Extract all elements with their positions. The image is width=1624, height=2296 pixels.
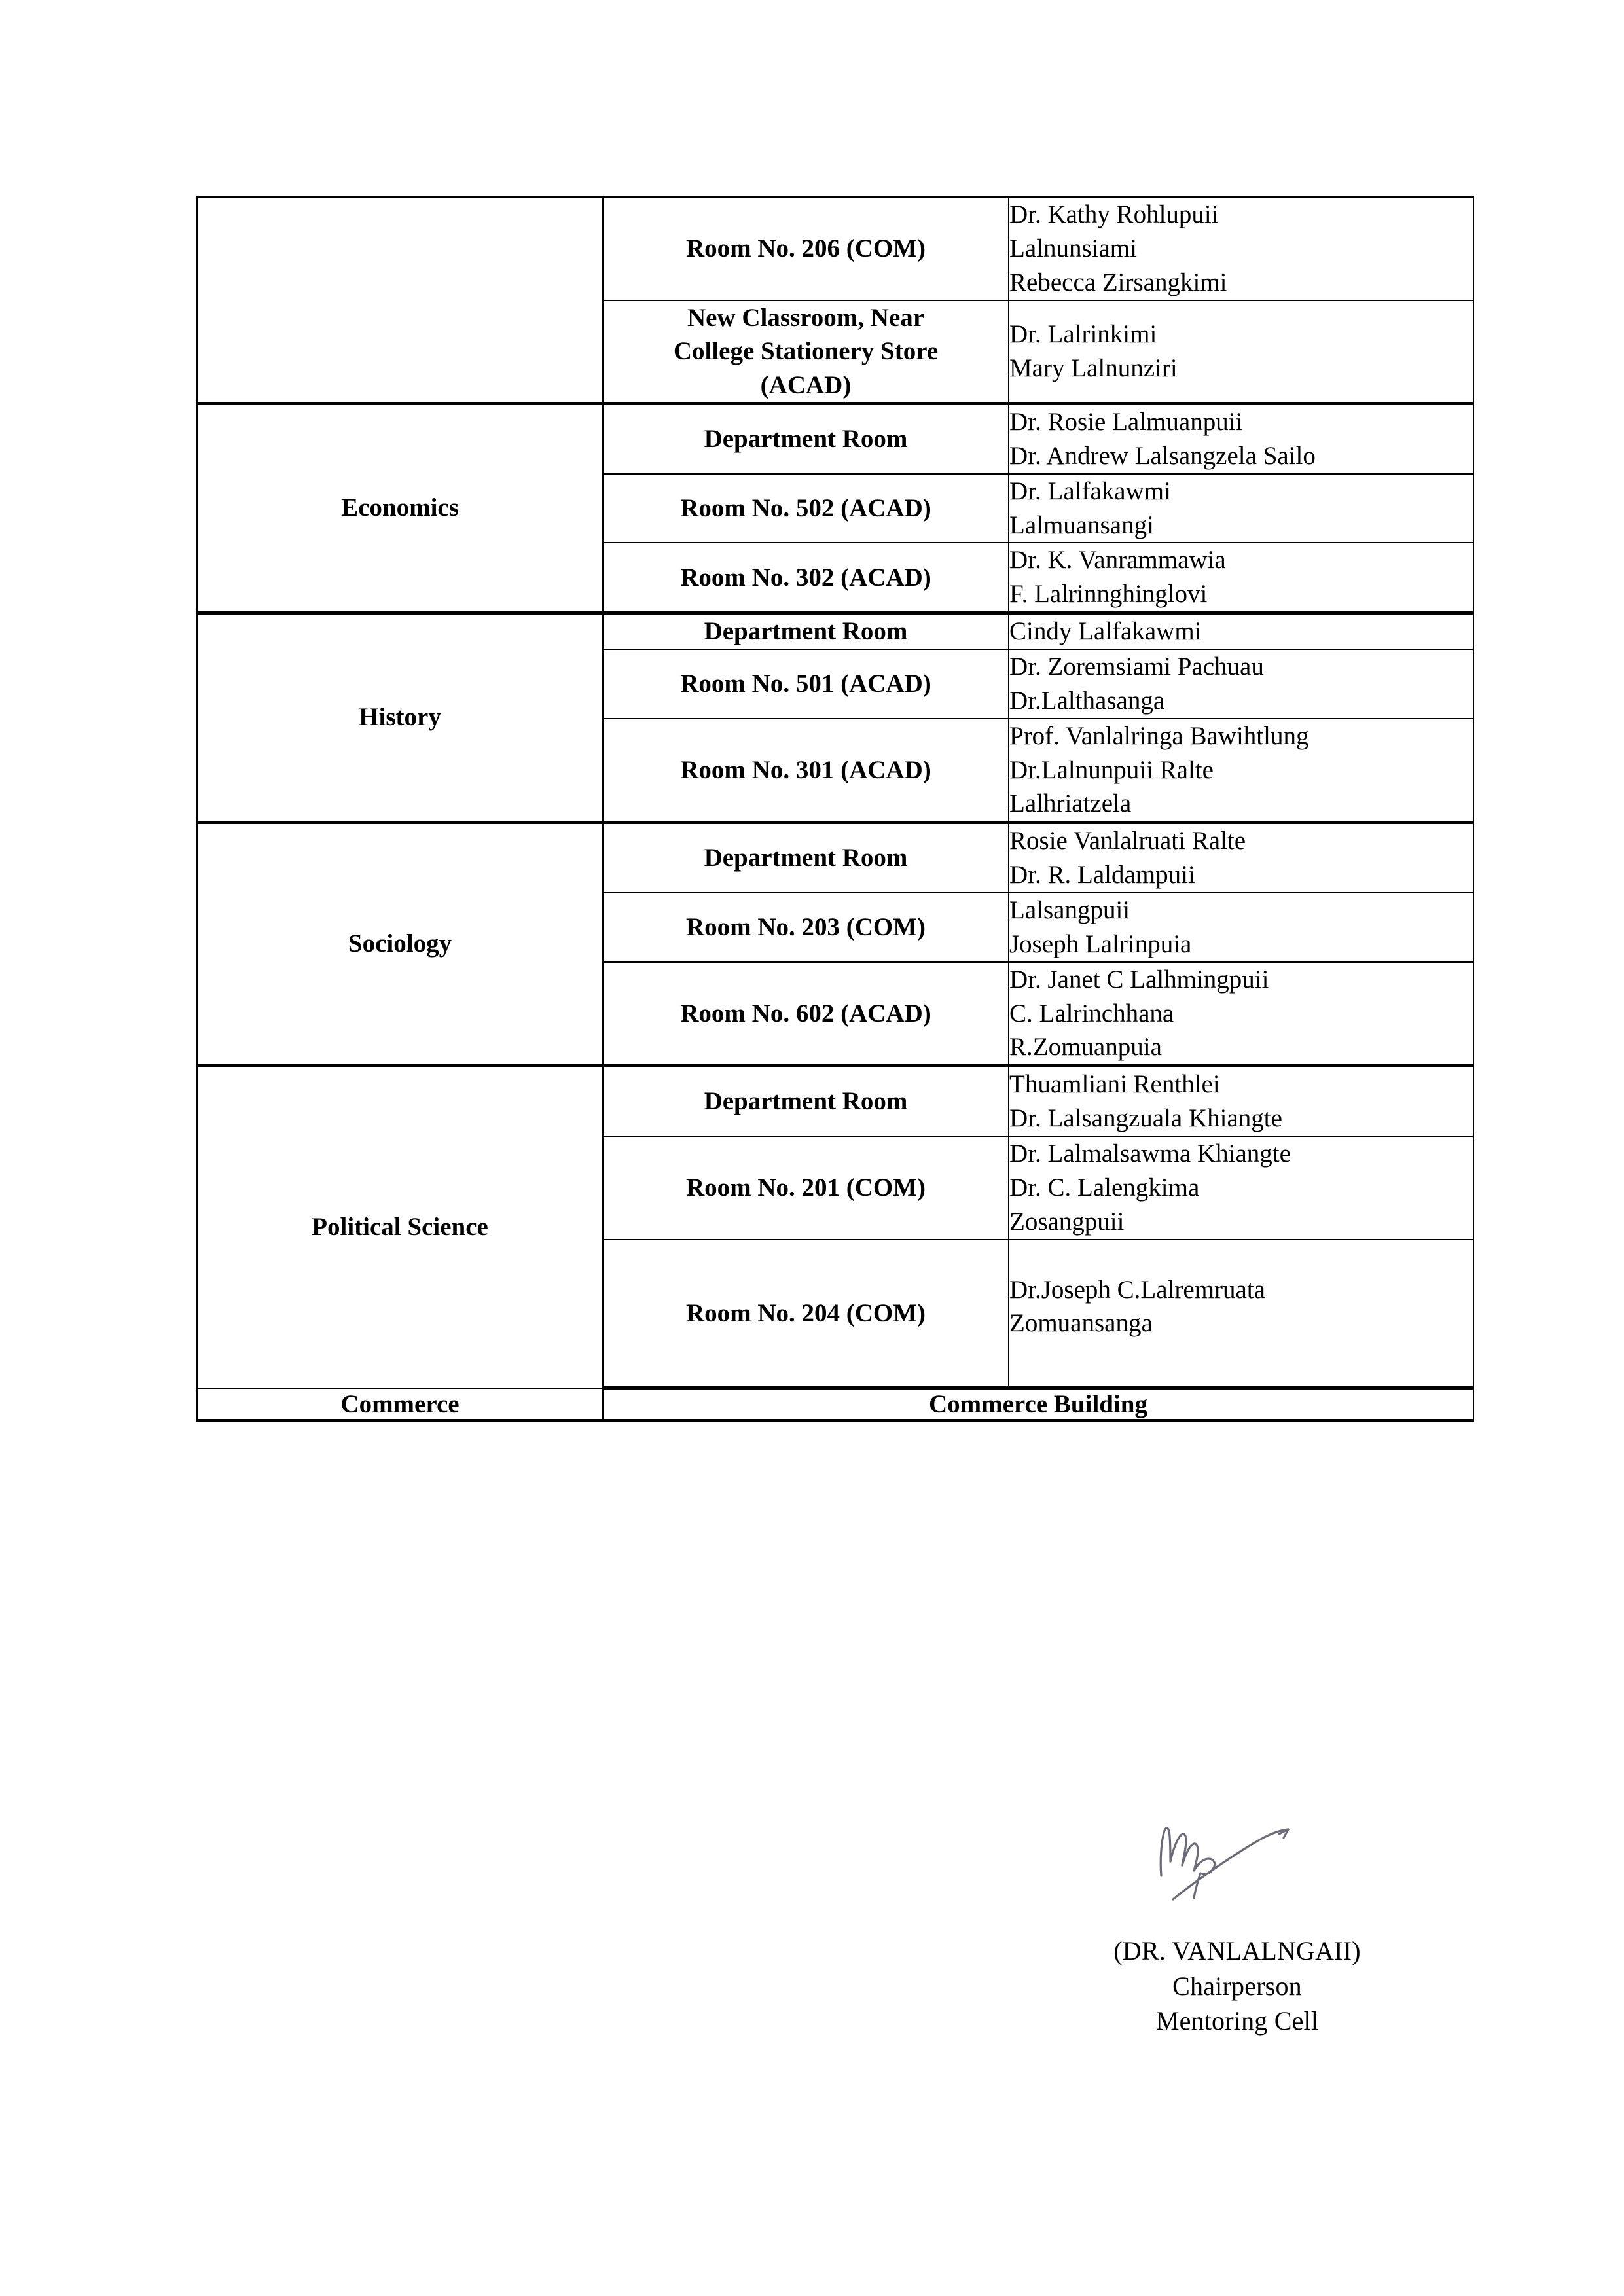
room-cell (603, 962, 1009, 1066)
room-line: Room No. 201 (COM) (685, 1174, 926, 1202)
department-cell-economics: Economics (197, 403, 603, 613)
mentor-names-cell (1009, 300, 1473, 404)
room-cell (603, 1066, 1009, 1136)
mentor-name: Dr. K. Vanrammawia (1009, 546, 1226, 575)
room-line: Department Room (704, 844, 908, 872)
mentor-names-cell (1009, 823, 1473, 893)
mentor-name: Joseph Lalrinpuia (1009, 929, 1192, 958)
room-line: College Stationery Store (673, 337, 939, 366)
room-cell (603, 1240, 1009, 1388)
room-cell (603, 649, 1009, 719)
room-cell (603, 823, 1009, 893)
mentor-name: Dr. Janet C Lalhmingpuii (1009, 965, 1269, 994)
table-row (197, 197, 1473, 300)
mentor-name: F. Lalrinnghinglovi (1009, 580, 1208, 609)
mentor-names-cell (1009, 403, 1473, 473)
mentor-name: Dr. Lalrinkimi (1009, 319, 1157, 348)
mentor-name: Mary Lalnunziri (1009, 353, 1178, 382)
department-cell-sociology: Sociology (197, 823, 603, 1066)
mentor-name: Dr. Kathy Rohlupuii (1009, 200, 1219, 228)
mentor-names-cell (1009, 1240, 1473, 1388)
mentor-name: Dr.Joseph C.Lalremruata (1009, 1275, 1265, 1304)
mentor-names-cell (1009, 543, 1473, 613)
room-line: Department Room (704, 425, 908, 454)
mentor-name: Rosie Vanlalruati Ralte (1009, 827, 1246, 855)
signatory-unit: Mentoring Cell (1155, 2006, 1319, 2036)
room-line: Room No. 602 (ACAD) (680, 999, 931, 1028)
room-line: (ACAD) (760, 370, 852, 399)
room-cell (603, 474, 1009, 543)
commerce-building-cell: Commerce Building (603, 1388, 1473, 1421)
room-cell (603, 300, 1009, 404)
mentor-name: C. Lalrinchhana (1009, 999, 1174, 1028)
mentor-names-cell (1009, 893, 1473, 962)
room-cell (603, 197, 1009, 300)
mentor-name: Dr. Lalmalsawma Khiangte (1009, 1139, 1291, 1168)
department-cell-political-science: Political Science (197, 1066, 603, 1388)
mentor-names-cell (1009, 197, 1473, 300)
room-line: Room No. 302 (ACAD) (680, 563, 931, 592)
mentor-names-cell (1009, 474, 1473, 543)
table-row (197, 613, 1473, 649)
department-cell-history: History (197, 613, 603, 823)
department-cell-continued (197, 197, 603, 403)
mentor-name: Cindy Lalfakawmi (1009, 617, 1202, 646)
signatory-name: (DR. VANLALNGAII) (1113, 1936, 1361, 1965)
mentor-name: Dr.Lalnunpuii Ralte (1009, 755, 1214, 784)
mentor-names-cell (1009, 1136, 1473, 1240)
mentor-name: R.Zomuanpuia (1009, 1033, 1162, 1062)
mentor-name: Dr. Lalsangzuala Khiangte (1009, 1104, 1282, 1133)
table-row (197, 823, 1473, 893)
room-line: Room No. 206 (COM) (685, 234, 926, 263)
mentor-names-cell (1009, 1066, 1473, 1136)
room-line: Room No. 502 (ACAD) (680, 493, 931, 522)
room-cell (603, 613, 1009, 649)
mentor-name: Lalsangpuii (1009, 896, 1130, 925)
table-row (197, 1066, 1473, 1136)
mentor-names-cell (1009, 613, 1473, 649)
mentor-name: Dr. Zoremsiami Pachuau (1009, 653, 1264, 681)
mentor-names-cell (1009, 719, 1473, 823)
room-line: Room No. 203 (COM) (685, 913, 926, 942)
signature-block (1008, 1813, 1466, 2039)
mentor-name: Rebecca Zirsangkimi (1009, 268, 1227, 296)
room-line: Department Room (704, 1087, 908, 1116)
mentor-name: Lalnunsiami (1009, 234, 1137, 262)
mentor-names-cell (1009, 649, 1473, 719)
room-cell (603, 719, 1009, 823)
mentor-name: Lalmuansangi (1009, 511, 1154, 539)
signatory-role: Chairperson (1172, 1971, 1302, 2001)
mentor-name: Prof. Vanlalringa Bawihtlung (1009, 721, 1309, 750)
mentor-name: Zosangpuii (1009, 1207, 1125, 1236)
room-cell (603, 893, 1009, 962)
mentor-name: Dr. Lalfakawmi (1009, 476, 1171, 505)
room-line: Department Room (704, 617, 908, 646)
room-line: New Classroom, Near (687, 303, 925, 332)
room-line: Room No. 204 (COM) (685, 1299, 926, 1327)
room-line: Room No. 501 (ACAD) (680, 670, 931, 698)
mentor-name: Thuamliani Renthlei (1009, 1070, 1220, 1099)
room-allotment-table (196, 196, 1473, 1422)
mentor-name: Dr. Rosie Lalmuanpuii (1009, 407, 1243, 436)
room-cell (603, 543, 1009, 613)
mentor-names-cell (1009, 962, 1473, 1066)
room-line: Room No. 301 (ACAD) (680, 755, 931, 784)
mentor-name: Lalhriatzela (1009, 789, 1132, 818)
room-cell (603, 1136, 1009, 1240)
mentor-name: Dr. Andrew Lalsangzela Sailo (1009, 441, 1316, 470)
mentor-name: Dr. R. Laldampuii (1009, 861, 1195, 889)
room-cell (603, 403, 1009, 473)
table-row-commerce (197, 1388, 1473, 1421)
mentor-name: Dr.Lalthasanga (1009, 686, 1165, 715)
mentor-name: Zomuansanga (1009, 1309, 1153, 1338)
department-cell-commerce: Commerce (197, 1388, 603, 1421)
table-body (197, 197, 1473, 1421)
mentor-name: Dr. C. Lalengkima (1009, 1173, 1200, 1202)
handwritten-signature-icon (1132, 1813, 1342, 1918)
allotment-table (196, 196, 1474, 1422)
table-row (197, 403, 1473, 473)
